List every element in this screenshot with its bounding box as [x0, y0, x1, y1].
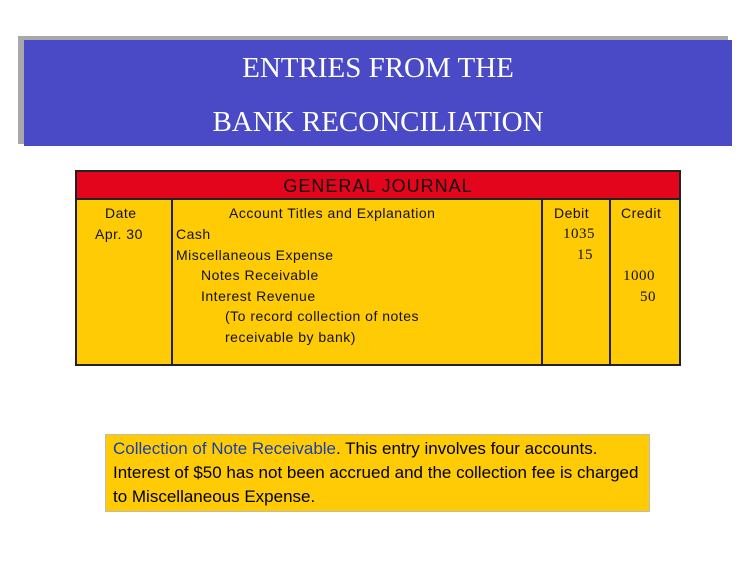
- banner-title-line-2: BANK RECONCILIATION: [212, 106, 544, 138]
- note-text: . This entry involves four accounts. Interest of $50 has not been accrued and the collection fee is charged to Miscellaneous Expense.: [113, 439, 639, 506]
- debit-amount: 1035: [563, 226, 595, 242]
- column-divider: [609, 200, 611, 364]
- column-divider: [171, 200, 173, 364]
- explanation-note: [105, 434, 650, 512]
- account-line: Miscellaneous Expense: [176, 247, 334, 263]
- general-journal-table: [75, 170, 681, 366]
- credit-amount: 50: [640, 289, 656, 305]
- credit-amount: 1000: [623, 268, 655, 284]
- explanation-line: receivable by bank): [225, 329, 356, 345]
- journal-header: [77, 172, 679, 200]
- debit-column-header: Debit: [554, 205, 590, 221]
- journal-title: GENERAL JOURNAL: [283, 176, 473, 196]
- account-line: Cash: [176, 226, 211, 242]
- banner-title-line-1: ENTRIES FROM THE: [242, 52, 514, 84]
- debit-amount: 15: [577, 247, 593, 263]
- column-divider: [541, 200, 543, 364]
- date-column-header: Date: [105, 205, 137, 221]
- title-banner: [24, 40, 732, 146]
- entry-date: Apr. 30: [95, 226, 143, 242]
- explanation-line: (To record collection of notes: [225, 308, 419, 324]
- credit-column-header: Credit: [621, 205, 662, 221]
- account-line: Interest Revenue: [201, 288, 316, 304]
- note-highlight: Collection of Note Receivable: [113, 439, 337, 458]
- account-line: Notes Receivable: [201, 267, 319, 283]
- account-column-header: Account Titles and Explanation: [229, 205, 436, 221]
